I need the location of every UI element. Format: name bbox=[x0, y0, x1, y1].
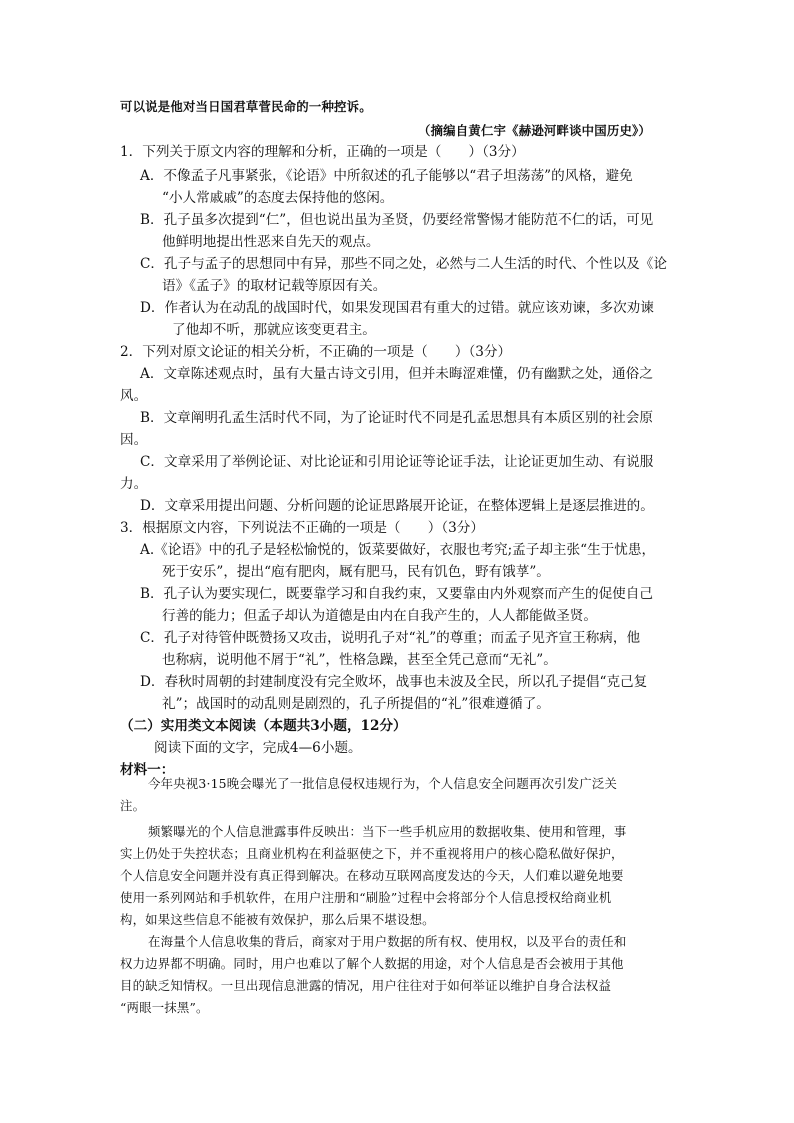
question-1-option-c: C．孔子与孟子的思想同中有异，那些不同之处，必然与二人生活的时代、个性以及《论 bbox=[140, 256, 667, 272]
question-1-option-b: B．孔子虽多次提到“仁”，但也说出虽为圣贤，仍要经常警惕才能防范不仁的话，可见 bbox=[140, 212, 654, 228]
question-2-option-a-cont: 风。 bbox=[120, 388, 148, 404]
material-paragraph-2-line-2: 实上仍处于失控状态；且商业机构在利益驱使之下，并不重视将用户的核心隐私做好保护， bbox=[120, 846, 624, 861]
question-2-option-b: B．文章阐明孔孟生活时代不同，为了论证时代不同是孔孟思想具有本质区别的社会原 bbox=[140, 410, 653, 426]
question-1-stem: 1．下列关于原文内容的理解和分析，正确的一项是（ ）（3分） bbox=[120, 144, 525, 160]
reading-instruction: 阅读下面的文字，完成4—6小题。 bbox=[154, 740, 362, 756]
material-paragraph-1-cont: 注。 bbox=[120, 798, 146, 813]
material-paragraph-3-line-2: 权力边界都不明确。同时，用户也难以了解个人数据的用途，对个人信息是否会被用于其他 bbox=[120, 956, 624, 971]
question-2-option-b-cont: 因。 bbox=[120, 432, 148, 448]
question-3-option-a-cont: 死于安乐”，提出“庖有肥肉，厩有肥马，民有饥色，野有饿莩”。 bbox=[162, 564, 550, 580]
question-2-option-c-cont: 力。 bbox=[120, 476, 148, 492]
question-2-option-a: A．文章陈述观点时，虽有大量古诗文引用，但并未晦涩难懂，仍有幽默之处，通俗之 bbox=[140, 366, 653, 382]
question-3-option-b-cont: 行善的能力；但孟子却认为道德是由内在自我产生的，人人都能做圣贤。 bbox=[162, 608, 597, 624]
material-paragraph-3: 在海量个人信息收集的背后，商家对于用户数据的所有权、使用权，以及平台的责任和 bbox=[148, 934, 627, 949]
question-1-option-a-cont: “小人常戚戚”的态度去保持他的悠闲。 bbox=[162, 190, 394, 206]
material-label: 材料一： bbox=[120, 762, 175, 778]
question-1-option-d-cont: 了他却不听，那就应该变更君主。 bbox=[172, 322, 376, 338]
source-citation: （摘编自黄仁宇《赫逊河畔谈中国历史》） bbox=[418, 123, 652, 138]
question-3-option-b: B．孔子认为要实现仁，既要靠学习和自我约束，又要靠由内外观察而产生的促使自己 bbox=[140, 586, 653, 602]
question-3-option-d-cont: 礼”；战国时的动乱则是剧烈的，孔子所提倡的“礼”很难遵循了。 bbox=[162, 696, 550, 712]
material-paragraph-2-line-4: 使用一系列网站和手机软件，在用户注册和“刷脸”过程中会将部分个人信息授权给商业机 bbox=[120, 890, 612, 905]
question-3-option-c-cont: 也称病，说明他不屑于“礼”，性格急躁，甚至全凭己意而“无礼”。 bbox=[162, 652, 557, 668]
section-heading: （二）实用类文本阅读（本题共3小题，12分） bbox=[120, 718, 407, 734]
question-2-stem: 2．下列对原文论证的相关分析，不正确的一项是（ ）（3分） bbox=[120, 344, 512, 360]
question-2-option-d: D．文章采用提出问题、分析问题的论证思路展开论证，在整体逻辑上是逐层推进的。 bbox=[140, 498, 654, 514]
material-paragraph-2-line-5: 构，如果这些信息不能被有效保护，那么后果不堪设想。 bbox=[120, 912, 435, 927]
material-paragraph-2-line-3: 个人信息安全问题并没有真正得到解决。在移动互联网高度发达的今天，人们难以避免地要 bbox=[120, 868, 624, 883]
material-paragraph-2: 频繁曝光的个人信息泄露事件反映出：当下一些手机应用的数据收集、使用和管理，事 bbox=[148, 824, 627, 839]
question-1-option-a: A．不像孟子凡事紧张，《论语》中所叙述的孔子能够以“君子坦荡荡”的风格，避免 bbox=[140, 168, 633, 184]
question-3-stem: 3．根据原文内容，下列说法不正确的一项是（ ）（3分） bbox=[120, 520, 484, 536]
question-3-option-d: D．春秋时周朝的封建制度没有完全败坏，战事也未波及全民，所以孔子提倡“克己复 bbox=[140, 674, 648, 690]
material-paragraph-1: 今年央视3·15晚会曝光了一批信息侵权违规行为，个人信息安全问题再次引发广泛关 bbox=[148, 776, 618, 791]
question-3-option-a: A.《论语》中的孔子是轻松愉悦的，饭菜要做好，衣服也考究;孟子却主张“生于忧患， bbox=[140, 542, 656, 558]
intro-line: 可以说是他对当日国君草菅民命的一种控诉。 bbox=[120, 99, 372, 114]
question-1-option-d: D．作者认为在动乱的战国时代，如果发现国君有重大的过错。就应该劝谏，多次劝谏 bbox=[140, 300, 654, 316]
material-paragraph-3-line-3: 目的缺乏知情权。一旦出现信息泄露的情况，用户往往对于如何举证以维护自身合法权益 bbox=[120, 978, 612, 993]
question-1-option-c-cont: 语》《孟子》的取材记载等原因有关。 bbox=[162, 278, 387, 294]
question-1-option-b-cont: 他鲜明地提出性恶来自先天的观点。 bbox=[162, 234, 380, 250]
material-paragraph-3-line-4: “两眼一抹黑”。 bbox=[120, 1000, 209, 1015]
question-3-option-c: C．孔子对待管仲既赞扬又攻击，说明孔子对“礼”的尊重；而孟子见齐宣王称病，他 bbox=[140, 630, 641, 646]
question-2-option-c: C．文章采用了举例论证、对比论证和引用论证等论证手法，让论证更加生动、有说服 bbox=[140, 454, 654, 470]
